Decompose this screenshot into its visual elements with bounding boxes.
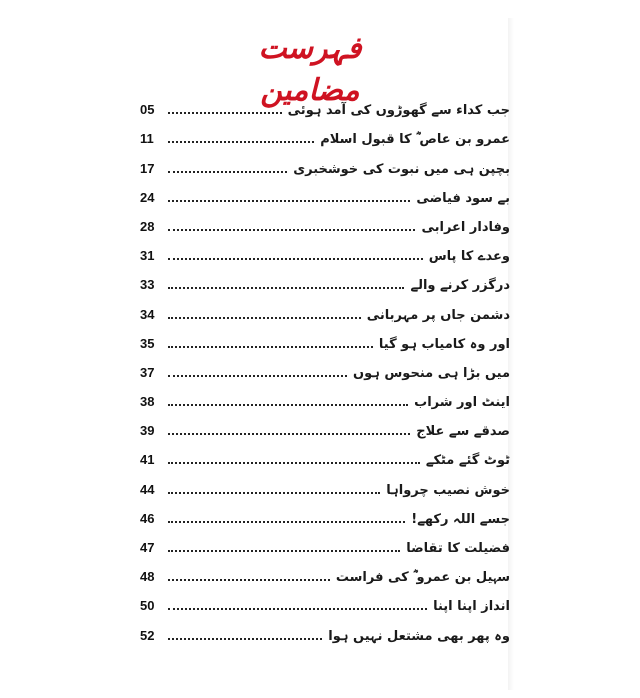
toc-row bbox=[140, 530, 510, 559]
toc-page-number: 35 bbox=[140, 335, 155, 351]
dot-leader bbox=[168, 228, 415, 231]
toc-entry-title: بچپن ہی میں نبوت کی خوشخبری bbox=[293, 161, 510, 177]
toc-entry-title: فضیلت کا تقاضا bbox=[406, 541, 510, 556]
toc-page-number: 24 bbox=[140, 189, 155, 205]
dot-leader bbox=[168, 170, 287, 173]
toc-row bbox=[140, 442, 510, 471]
dot-leader bbox=[168, 316, 361, 319]
toc-page-number: 17 bbox=[140, 160, 155, 176]
toc-entry-title: میں بڑا ہی منحوس ہوں bbox=[352, 365, 510, 381]
dot-leader bbox=[168, 491, 380, 494]
toc-row bbox=[140, 588, 510, 617]
toc-page-number: 39 bbox=[140, 423, 155, 439]
toc-entry-title: بے سود فیاضی bbox=[416, 190, 510, 206]
toc-page-number: 33 bbox=[140, 277, 155, 293]
toc-row bbox=[140, 180, 510, 209]
toc-row bbox=[140, 121, 510, 150]
table-of-contents bbox=[140, 92, 510, 647]
dot-leader bbox=[168, 520, 405, 523]
toc-entry-title: سہیل بن عمرو ؓ کی فراست bbox=[335, 570, 510, 586]
toc-row bbox=[140, 413, 510, 442]
toc-entry-title: جب کداء سے گھوڑوں کی آمد ہوئی bbox=[287, 103, 510, 119]
toc-row bbox=[140, 150, 510, 179]
toc-page-number: 47 bbox=[140, 540, 155, 555]
title-container bbox=[230, 28, 390, 108]
dot-leader bbox=[168, 637, 322, 640]
toc-entry-title: صدقے سے علاج bbox=[416, 424, 510, 440]
dot-leader bbox=[168, 549, 400, 552]
toc-page-number: 38 bbox=[140, 394, 155, 410]
toc-entry-title: انداز اپنا اپنا bbox=[433, 599, 510, 615]
toc-entry-title: درگزر کرنے والے bbox=[410, 278, 510, 294]
dot-leader bbox=[168, 578, 330, 581]
toc-entry-title: جسے اللہ رکھے! bbox=[411, 511, 510, 527]
toc-page-number: 52 bbox=[140, 627, 155, 643]
toc-entry-title: وفادار اعرابی bbox=[421, 219, 510, 235]
toc-page-number: 44 bbox=[140, 481, 155, 497]
dot-leader bbox=[168, 345, 373, 348]
toc-page-number: 50 bbox=[140, 598, 155, 614]
toc-row bbox=[140, 267, 510, 296]
dot-leader bbox=[168, 111, 282, 114]
toc-row bbox=[140, 617, 510, 646]
toc-page-number: 05 bbox=[140, 102, 155, 118]
toc-row bbox=[140, 384, 510, 413]
dot-leader bbox=[168, 607, 427, 610]
dot-leader bbox=[168, 286, 404, 289]
toc-row bbox=[140, 296, 510, 325]
toc-row bbox=[140, 471, 510, 500]
toc-row bbox=[140, 92, 510, 121]
toc-page-number: 41 bbox=[140, 452, 155, 468]
toc-entry-title: دشمن جاں پر مہربانی bbox=[366, 307, 510, 323]
dot-leader bbox=[168, 140, 314, 143]
toc-entry-title: خوش نصیب چرواہا bbox=[386, 482, 510, 498]
toc-row bbox=[140, 238, 510, 267]
dot-leader bbox=[168, 432, 410, 435]
toc-entry-title: اینٹ اور شراب bbox=[414, 395, 510, 411]
toc-entry-title: عمرو بن عاص ؓ کا قبول اسلام bbox=[320, 132, 510, 148]
toc-page-number: 46 bbox=[140, 510, 155, 526]
toc-row bbox=[140, 209, 510, 238]
toc-page-number: 48 bbox=[140, 569, 155, 585]
toc-page-number: 34 bbox=[140, 306, 155, 322]
toc-row bbox=[140, 501, 510, 530]
toc-page-number: 11 bbox=[140, 131, 154, 147]
toc-page-number: 37 bbox=[140, 364, 155, 380]
page-title: فہرست مضامین bbox=[258, 31, 362, 108]
dot-leader bbox=[168, 403, 408, 406]
toc-entry-title: وعدے کا پاس bbox=[428, 249, 510, 265]
toc-page-number: 31 bbox=[140, 248, 155, 264]
toc-entry-title: وہ پھر بھی مشتعل نہیں ہوا bbox=[328, 628, 510, 644]
toc-row bbox=[140, 326, 510, 355]
toc-row bbox=[140, 355, 510, 384]
dot-leader bbox=[168, 257, 423, 260]
toc-entry-title: ٹوٹ گئے مٹکے bbox=[425, 453, 510, 469]
dot-leader bbox=[168, 374, 347, 377]
toc-row bbox=[140, 559, 510, 588]
toc-page-number: 28 bbox=[140, 218, 155, 234]
dot-leader bbox=[168, 461, 420, 464]
dot-leader bbox=[168, 199, 410, 202]
toc-entry-title: اور وہ کامیاب ہو گیا bbox=[378, 336, 510, 352]
